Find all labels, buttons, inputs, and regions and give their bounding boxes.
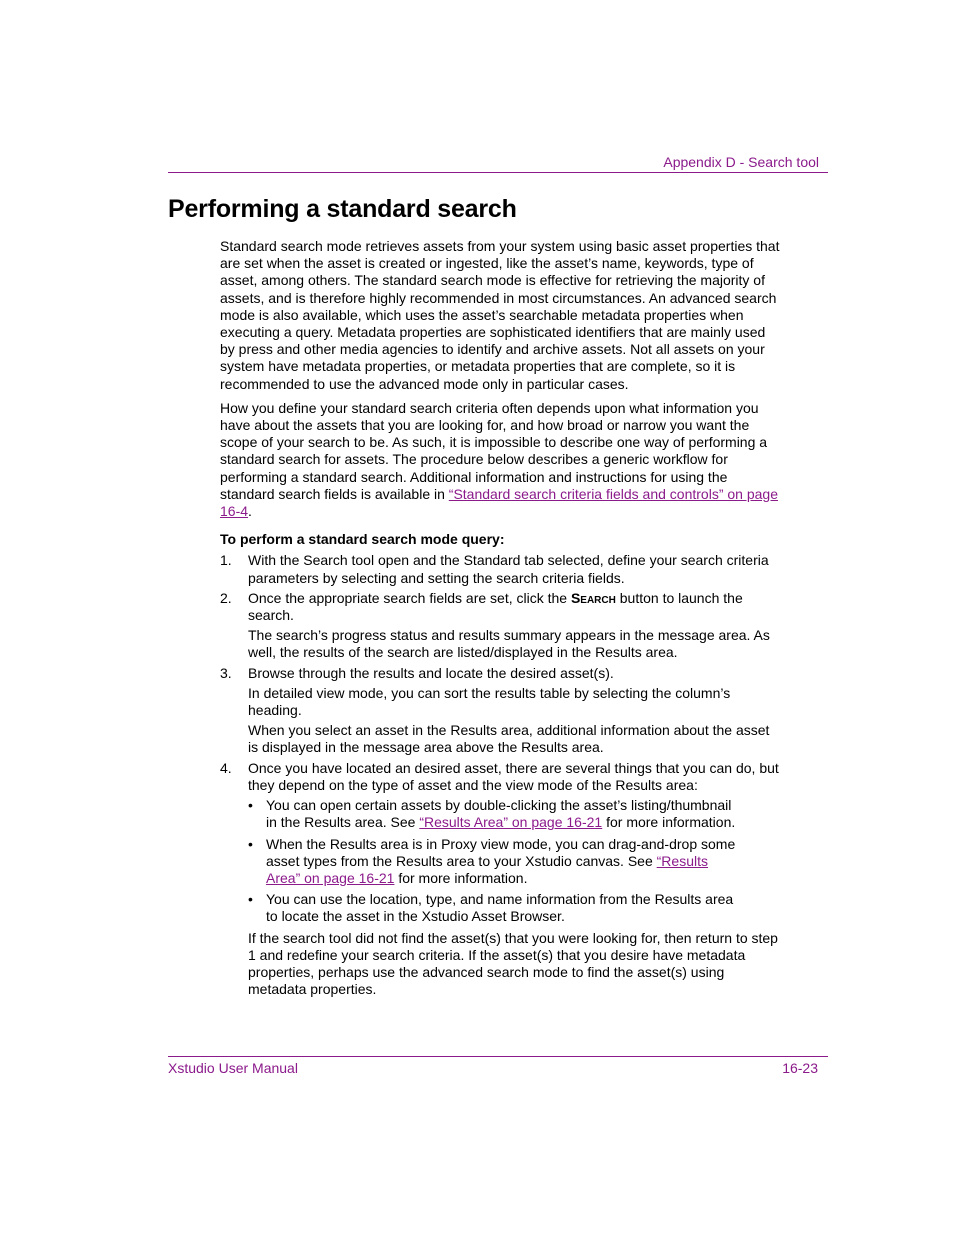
- list-item: • You can open certain assets by double-clicking the asset’s listing/thumbnail in the Results area. See “Results Area” on page 16-21 for more information.: [248, 797, 736, 831]
- header-rule: [168, 172, 828, 173]
- step-2-text: Once the appropriate search fields are set, click the Search button to launch the search.: [248, 589, 743, 624]
- search-button-reference: Search: [570, 589, 616, 606]
- step-2-note: The search’s progress status and results summary appears in the message area. As well, the results of the search are listed/displayed in the Results area.: [248, 627, 770, 661]
- results-area-link[interactable]: “Results Area” on page 16-21: [266, 852, 708, 886]
- bullet-icon: •: [248, 835, 253, 852]
- step-3-note-2: When you select an asset in the Results area, additional information about the asset is displayed in the message area above the Results area.: [248, 722, 770, 756]
- step-4-text: Once you have located an desired asset, there are several things that you can do, but they depend on the type of asset and the view mode of the Results area:: [248, 759, 779, 793]
- page-number: 16-23: [782, 1060, 818, 1076]
- step-3-note-1: In detailed view mode, you can sort the results table by selecting the column’s heading.: [248, 684, 731, 719]
- standard-search-criteria-link[interactable]: “Standard search criteria fields and controls” on page 16-4: [220, 485, 778, 520]
- bullet-icon: •: [248, 891, 253, 908]
- running-header: Appendix D - Search tool: [663, 154, 819, 170]
- main-content: [220, 238, 782, 1001]
- step-4-number: 4.: [220, 759, 232, 776]
- intro-paragraph-2: [220, 400, 782, 520]
- step-2: [220, 590, 782, 662]
- step-3-text: Browse through the results and locate the desired asset(s).: [248, 664, 614, 681]
- step-3: [220, 665, 782, 757]
- step-4-bullet-list: [248, 797, 782, 925]
- intro-paragraph-2-text: How you define your standard search criteria often depends upon what information you have about the assets that you are looking for, and how broad or narrow you want the scope of your search to be. As such, it is impossible to describe one way of performing a standard search for assets. The procedure below describes a generic workflow for performing a standard search. Additional information and instructions for using the standard search fields is available in: [220, 399, 768, 502]
- procedure-heading: To perform a standard search mode query:: [220, 531, 505, 548]
- intro-paragraph-1: Standard search mode retrieves assets from your system using basic asset properties that are set when the asset is created or ingested, like the asset’s name, keywords, type of asset, among others. The standard search mode is effective for retrieving the majority of assets, and is therefore highly recommended in most circumstances. An advanced search mode is also available, which uses the asset’s searchable metadata properties when executing a query. Metadata properties are sophisticated identifiers that are mainly used by press and other media agencies to identify and archive assets. Not all assets on your system have metadata properties, or metadata properties that are complete, so it is recommended to use the advanced mode only in particular cases.: [220, 238, 780, 392]
- step-1-text: With the Search tool open and the Standard tab selected, define your search criteria parameters by selecting and setting the search criteria fields.: [248, 552, 769, 586]
- step-3-number: 3.: [220, 664, 232, 681]
- step-1: [220, 552, 782, 586]
- bullet-icon: •: [248, 797, 253, 814]
- step-4-closing: If the search tool did not find the asset(s) that you were looking for, then return to step 1 and redefine your search criteria. If the asset(s) that you desire have metadata properties, perhaps use the advanced search mode to find the asset(s) using metadata properties.: [248, 929, 778, 998]
- step-4: [220, 760, 782, 999]
- step-1-number: 1.: [220, 552, 232, 569]
- intro-paragraph-2-end: .: [248, 503, 252, 520]
- page-title: Performing a standard search: [168, 195, 517, 223]
- footer-rule: [168, 1056, 828, 1057]
- results-area-link[interactable]: “Results Area” on page 16-21: [419, 814, 603, 831]
- footer-manual-title: Xstudio User Manual: [168, 1060, 298, 1076]
- list-item: • You can use the location, type, and name information from the Results area to locate the asset in the Xstudio Asset Browser.: [248, 891, 734, 925]
- step-2-number: 2.: [220, 589, 232, 606]
- list-item: • When the Results area is in Proxy view mode, you can drag-and-drop some asset types from the Results area to your Xstudio canvas. See “Results Area” on page 16-21 for more information.: [248, 835, 736, 886]
